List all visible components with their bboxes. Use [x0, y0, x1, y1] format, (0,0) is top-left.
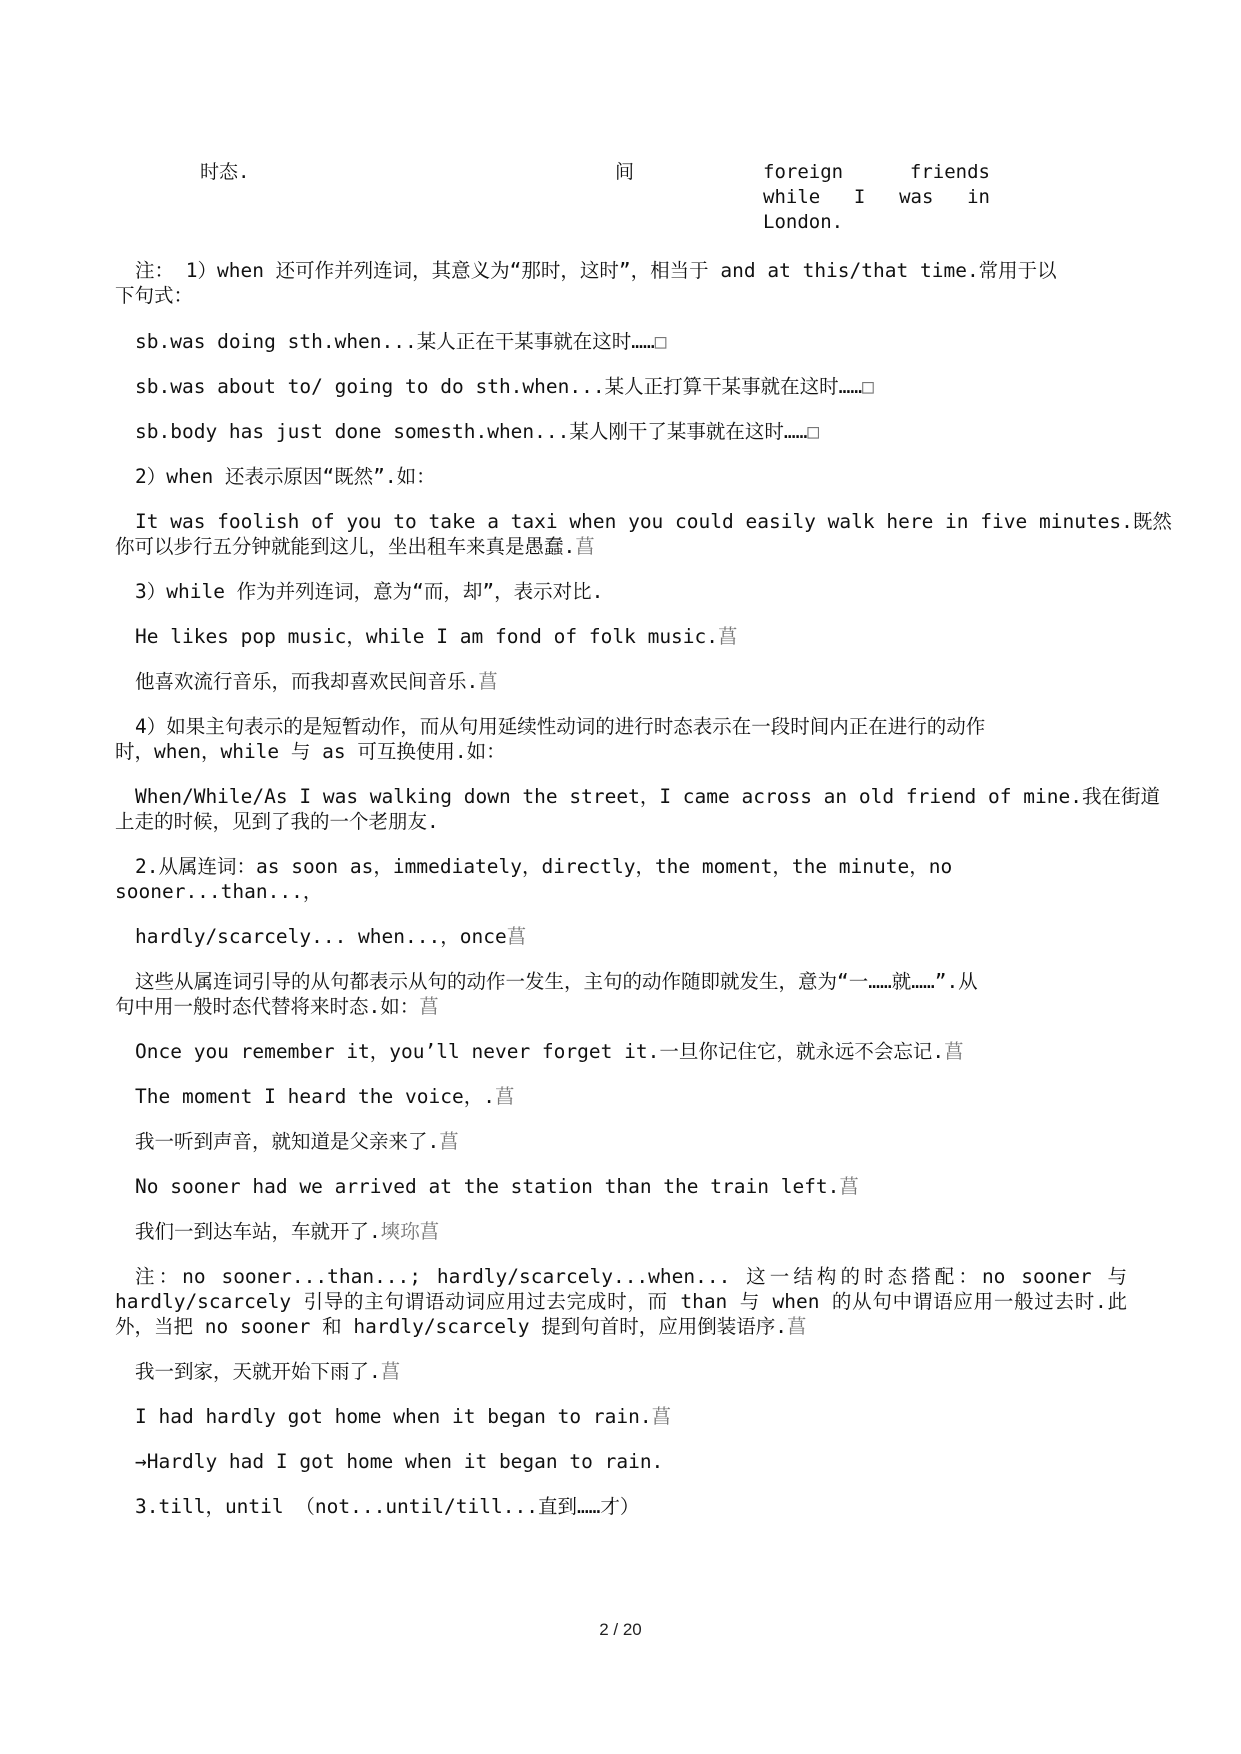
- page-number: 2 / 20: [599, 1620, 642, 1639]
- example-rain-translation: 我一到家，天就开始下雨了.菖: [135, 1360, 401, 1383]
- conjunction-list: hardly/scarcely... when...，once菖: [135, 925, 527, 948]
- pattern-has-just-done: sb.body has just done somesth.when...某人刚干了某事就在这时……□: [135, 420, 820, 443]
- example-moment: The moment I heard the voice，.菖: [135, 1085, 515, 1108]
- section-till-until: 3.till，until （not...until/till...直到……才）: [135, 1495, 640, 1518]
- table-cell-line: London.: [763, 211, 844, 233]
- example-no-sooner: No sooner had we arrived at the station than the train left.菖: [135, 1175, 859, 1198]
- table-cell-line: while I was in: [763, 186, 990, 208]
- example-hardly: I had hardly got home when it began to rain.菖: [135, 1405, 672, 1428]
- example-no-sooner-translation: 我们一到达车站，车就开了.塽珎菖: [135, 1220, 440, 1243]
- section-subordinating: 2.从属连词：as soon as，immediately，directly，the moment，the minute，no sooner...than...，: [115, 855, 953, 903]
- note-immediate: 这些从属连词引导的从句都表示从句的动作一发生，主句的动作随即就发生，意为“一……就……”.从 句中用一般时态代替将来时态.如：菖: [115, 970, 978, 1018]
- example-pop-music-translation: 他喜欢流行音乐，而我却喜欢民间音乐.菖: [135, 670, 498, 693]
- example-taxi: It was foolish of you to take a taxi when you could easily walk here in five minutes.既然 你可以步行五分钟就能到这儿，坐出租车来真是愚蠢.菖: [115, 510, 1172, 558]
- table-cell-line: foreign friends: [763, 161, 990, 183]
- table-cell-time: 间: [615, 161, 635, 183]
- example-hardly-inverted: →Hardly had I got home when it began to rain.: [135, 1450, 664, 1473]
- pattern-was-doing: sb.was doing sth.when...某人正在干某事就在这时……□: [135, 330, 667, 353]
- example-once: Once you remember it，you’ll never forget it.一旦你记住它，就永远不会忘记.菖: [135, 1040, 964, 1063]
- example-pop-music: He likes pop music，while I am fond of folk music.菖: [135, 625, 738, 648]
- note-while-contrast: 3）while 作为并列连词，意为“而，却”，表示对比.: [135, 580, 604, 603]
- note-interchangeable: 4）如果主句表示的是短暂动作，而从句用延续性动词的进行时态表示在一段时间内正在进行的动作 时，when，while 与 as 可互换使用.如：: [115, 715, 986, 763]
- example-walking: When/While/As I was walking down the street，I came across an old friend of mine.我在街道 上走的时候，见到了我的一个老朋友.: [115, 785, 1160, 833]
- pattern-was-about-to: sb.was about to/ going to do sth.when...某人正打算干某事就在这时……□: [135, 375, 874, 398]
- table-cell-example: [763, 160, 990, 235]
- example-moment-translation: 我一听到声音，就知道是父亲来了.菖: [135, 1130, 459, 1153]
- note-when-coordinating: 注： 1）when 还可作并列连词，其意义为“那时，这时”，相当于 and at this/that time.常用于以 下句式：: [115, 259, 1057, 307]
- note-when-reason: 2）when 还表示原因“既然”.如：: [135, 465, 436, 488]
- table-cell-tense: 时态.: [200, 161, 250, 183]
- note-tense-pairing: 注：no sooner...than...; hardly/scarcely...when... 这一结构的时态搭配：no sooner 与 hardly/scarcely 引导的主句谓语动词应用过去完成时，而 than 与 when 的从句中谓语应用一般过去时.此外，当把 no sooner 和 hardly/scarcely 提到句首时，应用倒装语序.菖: [115, 1265, 1127, 1338]
